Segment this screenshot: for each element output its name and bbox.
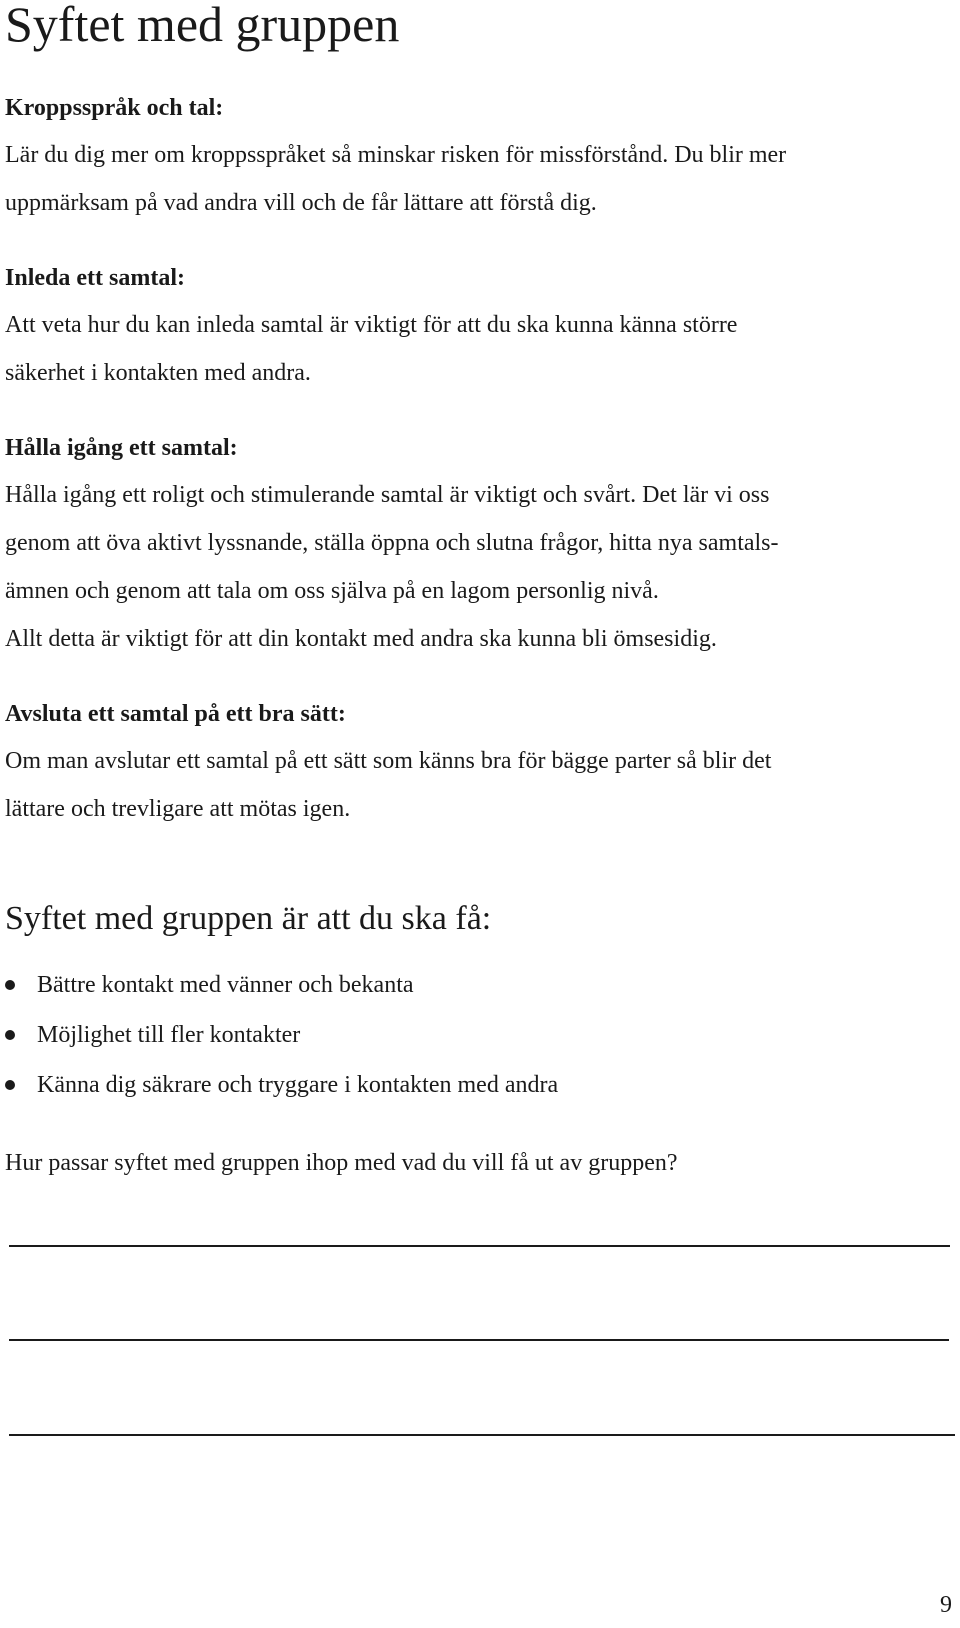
page-title: Syftet med gruppen — [5, 0, 400, 52]
page-number: 9 — [940, 1592, 952, 1618]
section-text-line: genom att öva aktivt lyssnande, ställa öppna och slutna frågor, hitta nya samtals- — [5, 530, 779, 556]
section-body-language — [5, 93, 786, 227]
section-text-line: Hålla igång ett roligt och stimulerande samtal är viktigt och svårt. Det lär vi oss — [5, 482, 770, 508]
answer-line[interactable] — [9, 1339, 949, 1341]
bullet-icon — [5, 980, 15, 990]
section-text-line: Lär du dig mer om kroppsspråket så minskar risken för missförstånd. Du blir mer — [5, 142, 787, 168]
answer-line[interactable] — [9, 1245, 950, 1247]
section-text-line: ämnen och genom att tala om oss själva på en lagom personlig nivå. — [5, 578, 659, 604]
section-text-line: Om man avslutar ett samtal på ett sätt som känns bra för bägge parter så blir det — [5, 748, 772, 774]
section-start-conversation — [5, 263, 737, 397]
list-item-text: Känna dig säkrare och tryggare i kontakten med andra — [37, 1072, 559, 1098]
section-heading: Avsluta ett samtal på ett bra sätt: — [5, 701, 346, 727]
reflection-question: Hur passar syftet med gruppen ihop med vad du vill få ut av gruppen? — [5, 1150, 678, 1176]
section-text-line: säkerhet i kontakten med andra. — [5, 360, 311, 386]
list-item-text: Bättre kontakt med vänner och bekanta — [37, 972, 414, 998]
section-end-conversation — [5, 699, 771, 833]
section-heading: Kroppsspråk och tal: — [5, 95, 224, 121]
bullet-icon — [5, 1080, 15, 1090]
section-keep-conversation — [5, 433, 779, 663]
section-heading: Inleda ett samtal: — [5, 265, 185, 291]
bullet-icon — [5, 1030, 15, 1040]
purpose-subtitle: Syftet med gruppen är att du ska få: — [5, 900, 492, 937]
section-text-line: Att veta hur du kan inleda samtal är viktigt för att du ska kunna känna större — [5, 312, 738, 338]
section-text-line: Allt detta är viktigt för att din kontakt med andra ska kunna bli ömsesidig. — [5, 626, 717, 652]
answer-line[interactable] — [9, 1434, 955, 1436]
section-text-line: lättare och trevligare att mötas igen. — [5, 796, 351, 822]
list-item-text: Möjlighet till fler kontakter — [37, 1022, 301, 1048]
section-text-line: uppmärksam på vad andra vill och de får lättare att förstå dig. — [5, 190, 597, 216]
section-heading: Hålla igång ett samtal: — [5, 435, 238, 461]
